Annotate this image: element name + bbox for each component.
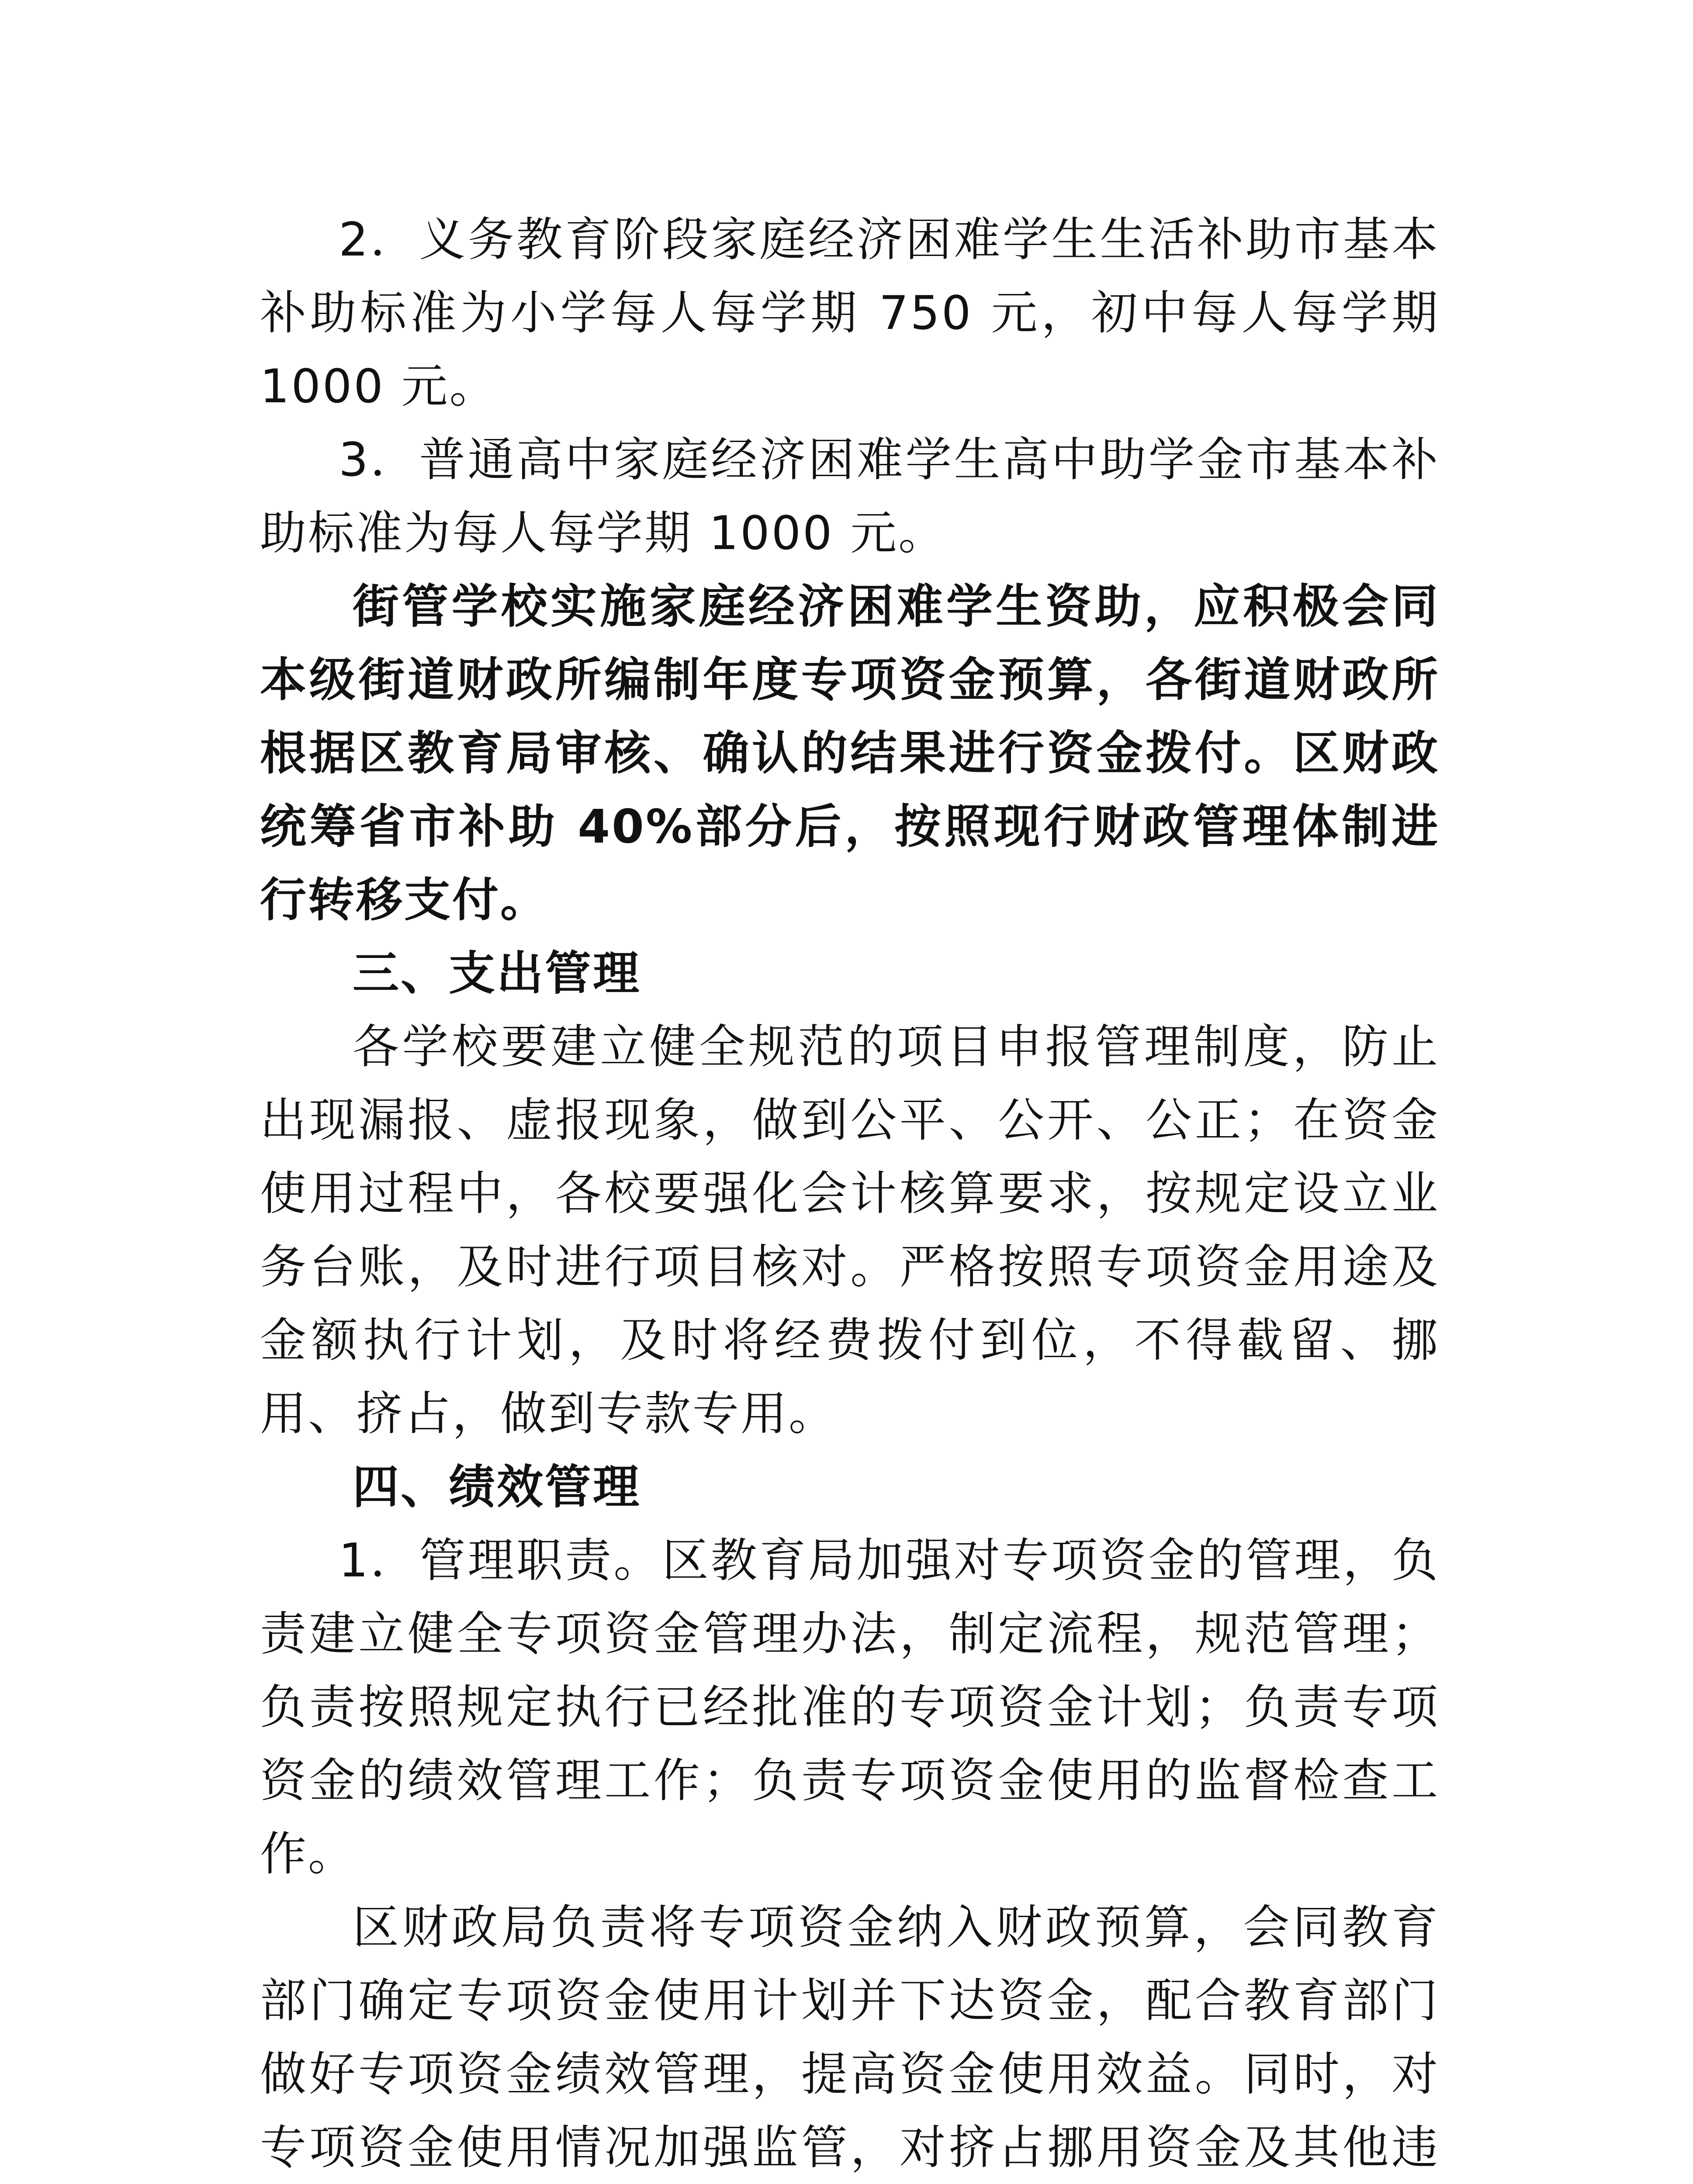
paragraph-high-school-grant-standard: 3．普通高中家庭经济困难学生高中助学金市基本补助标准为每人每学期 1000 元。: [260, 433, 1440, 560]
section-heading-performance-management: 四、绩效管理: [353, 1460, 641, 1514]
paragraph-living-subsidy-standard: 2．义务教育阶段家庭经济困难学生生活补助市基本补助标准为小学每人每学期 750 元，初中每人每学期 1000 元。: [260, 213, 1440, 413]
section-heading-expenditure-management: 三、支出管理: [353, 947, 641, 1000]
paragraph-management-duties: 1．管理职责。区教育局加强对专项资金的管理，负责建立健全专项资金管理办法，制定流程，规范管理；负责按照规定执行已经批准的专项资金计划；负责专项资金的绩效管理工作；负责专项资金使用的监督检查工作。: [260, 1534, 1440, 1881]
paragraph-street-school-funding: 街管学校实施家庭经济困难学生资助，应积极会同本级街道财政所编制年度专项资金预算，各街道财政所根据区教育局审核、确认的结果进行资金拨付。区财政统筹省市补助 40%部分后，按照现行财政管理体制进行转移支付。: [260, 580, 1440, 927]
paragraph-expenditure-management: 各学校要建立健全规范的项目申报管理制度，防止出现漏报、虚报现象，做到公平、公开、公正；在资金使用过程中，各校要强化会计核算要求，按规定设立业务台账，及时进行项目核对。严格按照专项资金用途及金额执行计划，及时将经费拨付到位，不得截留、挪用、挤占，做到专款专用。: [260, 1020, 1440, 1441]
document-body: [260, 203, 1440, 2184]
paragraph-finance-bureau-duties: 区财政局负责将专项资金纳入财政预算，会同教育部门确定专项资金使用计划并下达资金，配合教育部门做好专项资金绩效管理，提高资金使用效益。同时，对专项资金使用情况加强监管，对挤占挪用资金及其他违: [260, 1901, 1440, 2174]
